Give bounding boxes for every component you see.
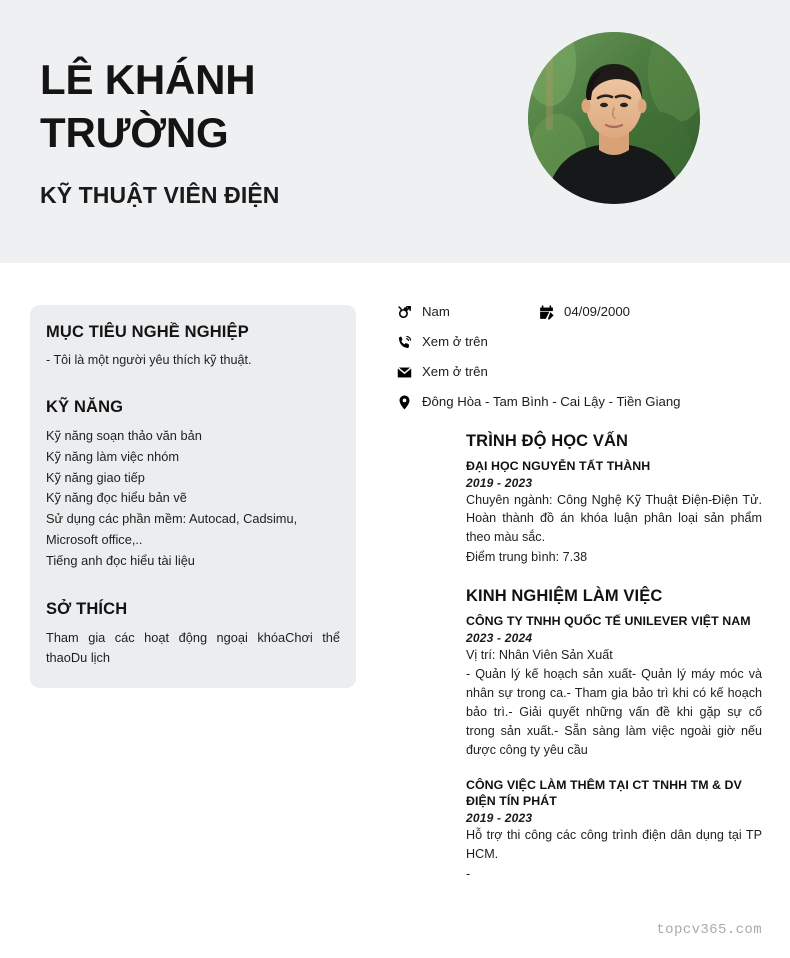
education-entry-body: Chuyên ngành: Công Nghệ Kỹ Thuật Điện-Điện Tử. Hoàn thành đồ án khóa luận phân loại sản phẩm theo màu sắc. (466, 492, 762, 545)
education-section (466, 432, 762, 567)
experience-entry-title: CÔNG VIỆC LÀM THÊM TẠI CT TNHH TM & DV ĐIỆN TÍN PHÁT (466, 777, 742, 809)
portrait-photo-graphic (528, 32, 700, 204)
list-item: Kỹ năng làm việc nhóm (46, 448, 180, 464)
location-pin-icon (396, 394, 413, 411)
education-entry (466, 458, 762, 567)
section-heading-education: TRÌNH ĐỘ HỌC VẤN (466, 432, 629, 450)
envelope-icon (396, 364, 413, 381)
header-banner (0, 0, 790, 263)
contact-email (396, 362, 762, 382)
list-item: Kỹ năng soạn thảo văn bản (46, 427, 202, 443)
contact-birthday (538, 302, 762, 322)
experience-entry-date: 2019 - 2023 (466, 810, 533, 825)
calendar-icon (538, 304, 555, 321)
section-heading-objective: MỤC TIÊU NGHỀ NGHIỆP (46, 323, 249, 341)
main-column (396, 302, 762, 884)
section-heading-experience: KINH NGHIỆM LÀM VIỆC (466, 587, 663, 606)
list-item: Tiếng anh đọc hiểu tài liệu (46, 552, 195, 568)
contact-gender (396, 302, 538, 322)
contact-email-value: Xem ở trên (422, 364, 488, 380)
phone-icon (396, 334, 413, 351)
education-entry-title: ĐẠI HỌC NGUYỄN TẤT THÀNH (466, 459, 651, 473)
education-entry-date: 2019 - 2023 (466, 475, 533, 490)
experience-entry (466, 777, 762, 884)
skills-list (46, 426, 340, 572)
job-title: KỸ THUẬT VIÊN ĐIỆN (40, 181, 280, 208)
section-heading-skills: KỸ NĂNG (46, 397, 124, 416)
experience-section (466, 587, 762, 884)
experience-entry-body: - Quản lý kế hoạch sản xuất- Quản lý máy móc và nhân sự trong ca.- Tham gia bảo trì khi có kế hoạch bảo trì.- Giải quyết những vấn đề khi gặp sự cố trong sản xuất.- Sẵn sàng làm việc ngoài giờ nếu được công ty yêu cầu (466, 667, 762, 758)
contact-address-value: Đông Hòa - Tam Bình - Cai Lậy - Tiền Giang (422, 394, 681, 410)
experience-entry-body: Hỗ trợ thi công các công trình điện dân dụng tại TP HCM. (466, 827, 762, 861)
page-title: LÊ KHÁNH TRƯỜNG (40, 56, 256, 156)
contact-birthday-value: 04/09/2000 (564, 304, 631, 320)
section-heading-hobbies: SỞ THÍCH (46, 599, 128, 618)
experience-entry-extra: - (466, 866, 471, 881)
list-item: Kỹ năng giao tiếp (46, 469, 145, 485)
hobbies-text: Tham gia các hoạt động ngoại khóaChơi thể thaoDu lịch (46, 629, 340, 666)
contact-address (396, 392, 762, 412)
experience-entry (466, 613, 762, 760)
list-item: Kỹ năng đọc hiểu bản vẽ (46, 490, 187, 506)
experience-entry-title: CÔNG TY TNHH QUỐC TẾ UNILEVER VIỆT NAM (466, 614, 751, 629)
watermark: topcv365.com (656, 922, 762, 938)
contact-gender-value: Nam (422, 304, 450, 320)
experience-entry-role: Vị trí: Nhân Viên Sản Xuất (466, 647, 613, 662)
contact-info (396, 302, 762, 412)
gender-icon (396, 304, 413, 321)
experience-entry-date: 2023 - 2024 (466, 630, 533, 645)
sidebar-card (30, 305, 356, 688)
header-text-block (40, 0, 510, 263)
objective-text: - Tôi là một người yêu thích kỹ thuật. (46, 353, 252, 367)
education-entry-gpa: Điểm trung bình: 7.38 (466, 550, 588, 565)
avatar (528, 32, 700, 204)
list-item: Sử dụng các phần mềm: Autocad, Cadsimu, Microsoft office,.. (46, 511, 298, 548)
contact-phone (396, 332, 762, 352)
contact-phone-value: Xem ở trên (422, 334, 488, 350)
